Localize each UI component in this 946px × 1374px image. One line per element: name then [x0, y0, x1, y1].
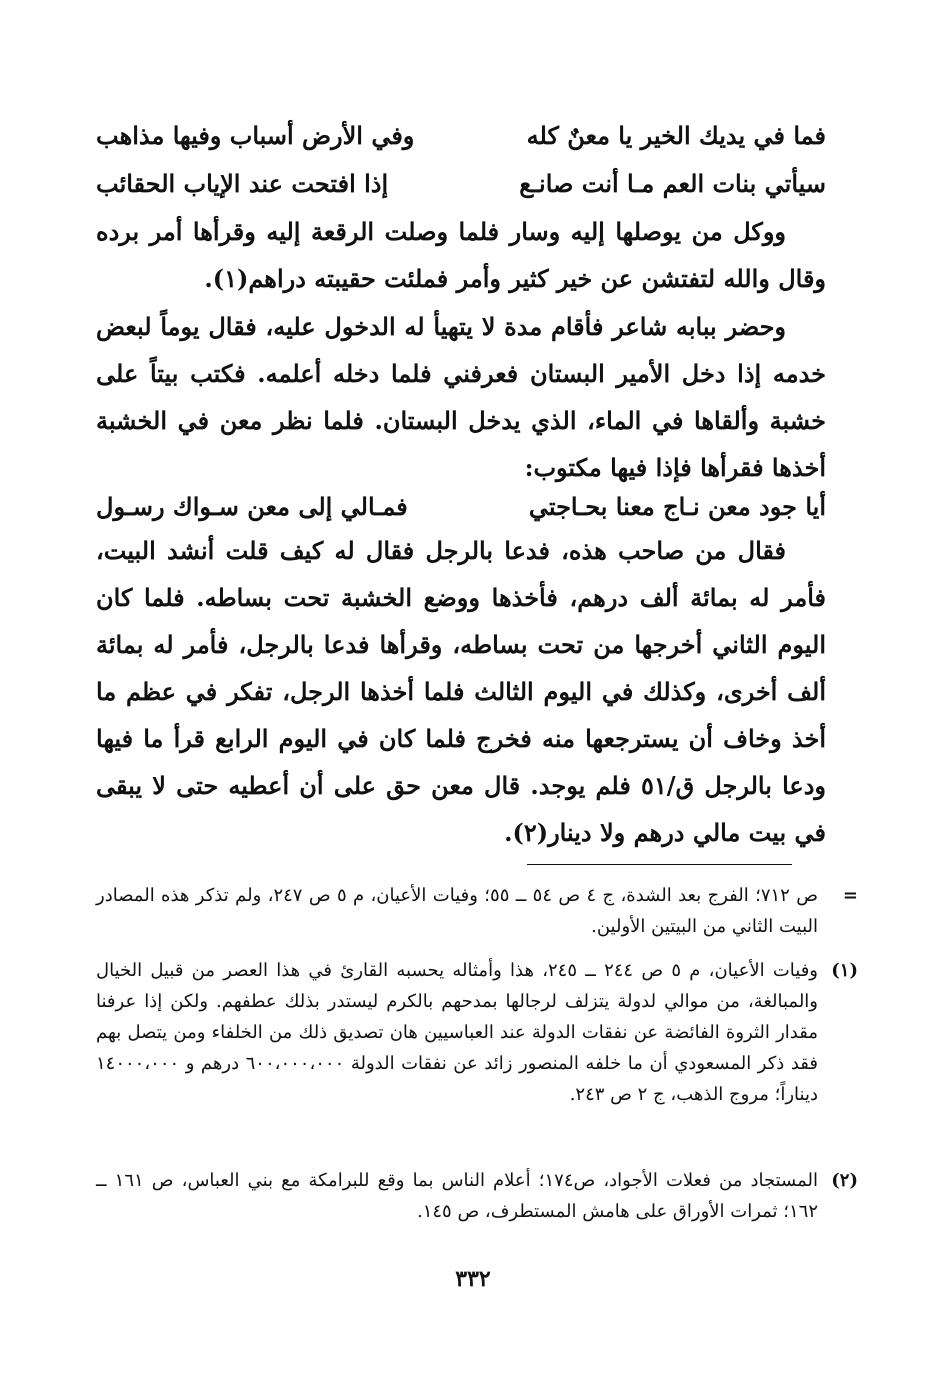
verse-1-second-hemistich: وفي الأرض أسباب وفيها مذاهب	[96, 121, 415, 150]
footnote-continued	[96, 880, 858, 942]
footnote-text: ص ٧١٢؛ الفرج بعد الشدة، ج ٤ ص ٥٤ ــ ٥٥؛ وفيات الأعيان، م ٥ ص ٢٤٧، ولم تذكر هذه المصادر البيت الثاني من البيتين الأولين.	[96, 885, 818, 937]
verse-line-2	[96, 164, 826, 204]
verse-line-3	[96, 487, 826, 527]
verse-2-second-hemistich: إذا افتحت عند الإياب الحقائب	[96, 169, 389, 198]
paragraph-1: ووكل من يوصلها إليه وسار فلما وصلت الرقعة إليه وقرأها أمر برده وقال والله لتفتشن عن خير كثير وأمر فملئت حقيبته دراهم(١).	[96, 217, 826, 293]
verse-line-1	[96, 116, 826, 156]
footnote-1	[96, 955, 858, 1110]
footnote-separator	[527, 864, 792, 865]
footnote-text: المستجاد من فعلات الأجواد، ص١٧٤؛ أعلام الناس بما وقع للبرامكة مع بني العباس، ص ١٦١ ــ ١٦٢؛ ثمرات الأوراق على هامش المستطرف، ص ١٤٥.	[96, 1170, 818, 1222]
verse-1-first-hemistich: فما في يديك الخير يا معنٌ كله	[526, 121, 826, 150]
page-number: ٣٣٢	[455, 1266, 491, 1292]
footnote-marker: =	[842, 885, 858, 906]
paragraph-3: فقال من صاحب هذه، فدعا بالرجل فقال له كيف قلت أنشد البيت، فأمر له بمائة ألف درهم، فأخذها ووضع الخشبة تحت بساطه. فلما كان اليوم الثاني أخرجها من تحت بساطه، وقرأها فدعا بالرجل، فأمر له بمائة ألف أخرى، وكذلك في اليوم الثالث فلما أخذها الرجل، تفكر في عظم ما أخذ وخاف أن يسترجعها منه فخرج فلما كان في اليوم الرابع قرأ ما فيها ودعا بالرجل ق/٥١ فلم يوجد. قال معن حق على أن أعطيه حتى لا يبقى في بيت مالي درهم ولا دينار(٢).	[96, 536, 826, 847]
verse-3-second-hemistich: فمـالي إلى معن سـواك رسـول	[96, 492, 408, 521]
paragraph-2: وحضر ببابه شاعر فأقام مدة لا يتهيأ له الدخول عليه، فقال يوماً لبعض خدمه إذا دخل الأمير البستان فعرفني فلما دخله أعلمه. فكتب بيتاً على خشبة وألقاها في الماء، الذي يدخل البستان. فلما نظر معن في الخشبة أخذها فقرأها فإذا فيها مكتوب:	[96, 312, 827, 482]
footnote-marker: (١)	[831, 960, 858, 981]
footnote-text: وفيات الأعيان، م ٥ ص ٢٤٤ ــ ٢٤٥، هذا وأمثاله يحسبه القارئ في هذا العصر من قبيل الخيال والمبالغة، من موالي لدولة يتزلف لرجالها بمدحهم بالكرم ليستدر بذلك عطفهم. ولكن إذا عرفنا مقدار الثروة الفائضة عن نفقات الدولة عند العباسيين هان تصديق ذلك من الخلفاء ومن يتصل بهم فقد ذكر المسعودي أن ما خلفه المنصور زائد عن نفقات الدولة ٦٠٠،٠٠٠،٠٠٠ درهم و ١٤٠٠٠،٠٠٠ ديناراً؛ مروج الذهب، ج ٢ ص ٢٤٣.	[96, 960, 818, 1105]
verse-3-first-hemistich: أيا جود معن نـاج معنا بحـاجتي	[528, 492, 826, 521]
verse-2-first-hemistich: سيأتي بنات العم مـا أنت صانـع	[519, 169, 826, 198]
footnote-2	[96, 1165, 858, 1227]
footnote-marker: (٢)	[831, 1170, 858, 1191]
